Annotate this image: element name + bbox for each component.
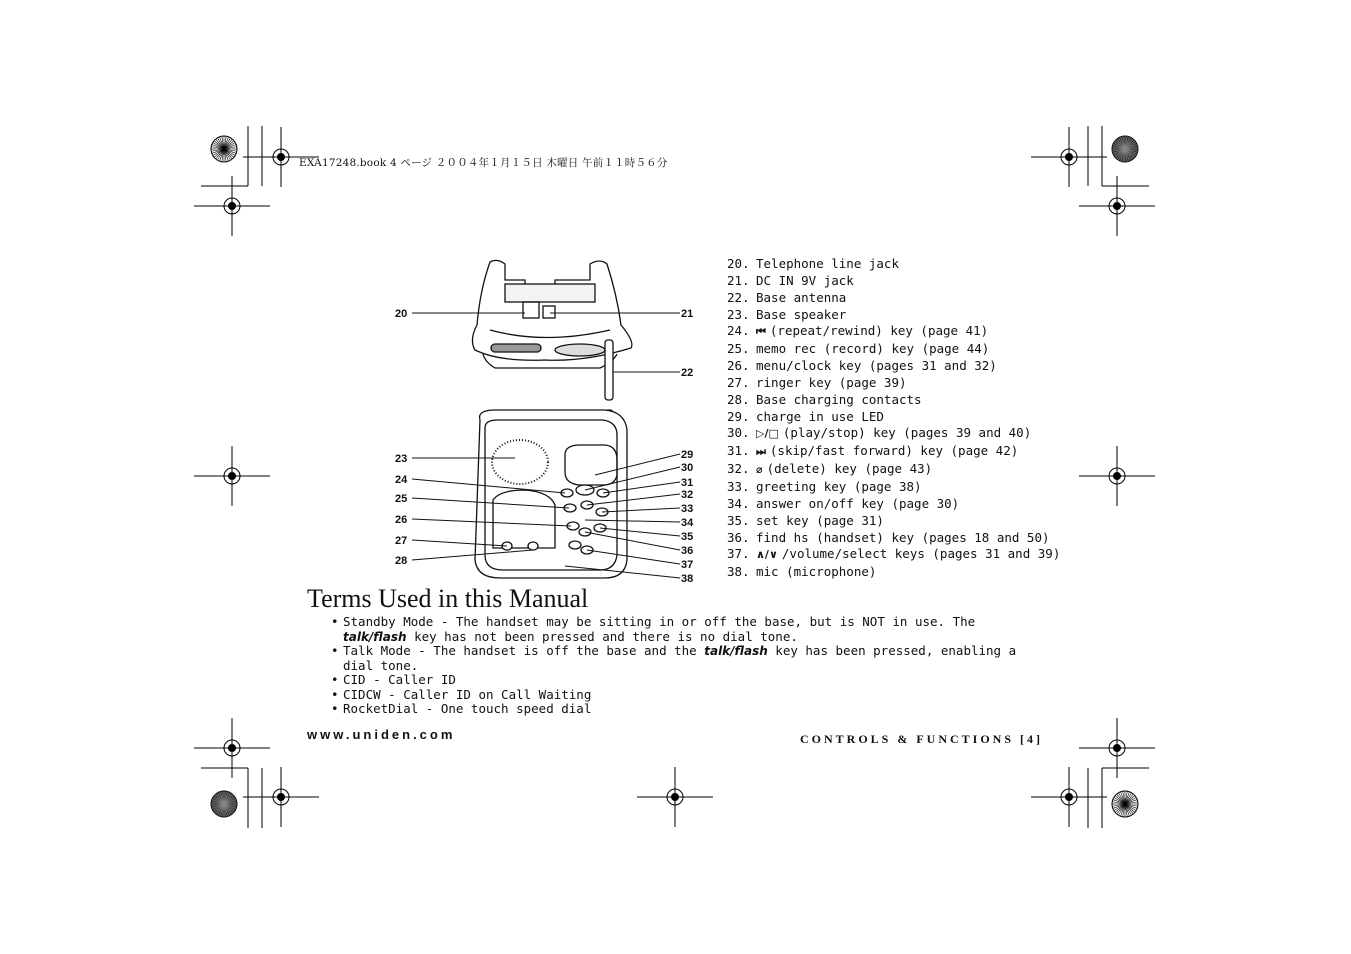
callout-23: 23 bbox=[395, 453, 408, 465]
key-name: talk/flash bbox=[343, 629, 407, 644]
callout-30: 30 bbox=[681, 462, 694, 474]
callout-20: 20 bbox=[395, 308, 408, 320]
parts-list-item bbox=[727, 392, 1060, 409]
part-description: Base charging contacts bbox=[756, 391, 922, 407]
callout-35: 35 bbox=[681, 531, 694, 543]
part-number: 33. bbox=[727, 478, 750, 494]
key-symbol-icon: ▷/□ bbox=[756, 427, 779, 441]
part-number: 37. bbox=[727, 546, 750, 562]
part-description: find hs (handset) key (pages 18 and 50) bbox=[756, 529, 1050, 545]
parts-list-item bbox=[727, 375, 1060, 392]
starburst-icon bbox=[211, 136, 237, 162]
part-number: 36. bbox=[727, 529, 750, 545]
part-number: 38. bbox=[727, 564, 750, 580]
part-number: 24. bbox=[727, 323, 750, 339]
terms-list bbox=[331, 615, 1031, 717]
part-number: 35. bbox=[727, 512, 750, 528]
term-text: Standby Mode - The handset may be sitting in or off the base, but is NOT in use. The bbox=[343, 614, 976, 629]
starburst-icon bbox=[211, 791, 237, 817]
callout-38: 38 bbox=[681, 573, 694, 585]
part-description: (skip/fast forward) key (page 42) bbox=[769, 443, 1019, 459]
part-number: 29. bbox=[727, 408, 750, 424]
term-text: CIDCW - Caller ID on Call Waiting bbox=[343, 686, 592, 702]
callout-37: 37 bbox=[681, 559, 694, 571]
registration-target-icon bbox=[194, 446, 270, 506]
parts-list-item bbox=[727, 513, 1060, 530]
part-number: 20. bbox=[727, 256, 750, 271]
term-item bbox=[331, 702, 1031, 717]
part-number: 32. bbox=[727, 461, 750, 477]
term-text: key has not been pressed and there is no dial tone. bbox=[406, 628, 798, 644]
section-title: Terms Used in this Manual bbox=[307, 584, 589, 613]
registration-target-icon bbox=[1031, 127, 1107, 187]
registration-target-icon bbox=[1079, 718, 1155, 778]
parts-list-item bbox=[727, 358, 1060, 375]
starburst-icon bbox=[1112, 791, 1138, 817]
part-description: ringer key (page 39) bbox=[756, 374, 907, 390]
part-number: 27. bbox=[727, 374, 750, 390]
part-number: 31. bbox=[727, 443, 750, 459]
parts-list-item bbox=[727, 256, 1060, 273]
part-description: Base antenna bbox=[756, 289, 847, 305]
registration-target-icon bbox=[194, 176, 270, 236]
parts-list-item bbox=[727, 461, 1060, 479]
part-number: 22. bbox=[727, 289, 750, 305]
part-description: DC IN 9V jack bbox=[756, 272, 854, 288]
part-description: mic (microphone) bbox=[756, 564, 877, 580]
term-text: key has been pressed, enabling a dial tone. bbox=[343, 643, 1017, 673]
parts-list-item bbox=[727, 307, 1060, 324]
part-number: 26. bbox=[727, 358, 750, 374]
part-description: Telephone line jack bbox=[756, 256, 899, 271]
part-number: 30. bbox=[727, 425, 750, 441]
part-description: (play/stop) key (pages 39 and 40) bbox=[782, 425, 1032, 441]
key-symbol-icon: ⏮ bbox=[756, 325, 766, 339]
parts-list-item bbox=[727, 290, 1060, 307]
term-item bbox=[331, 673, 1031, 688]
callout-34: 34 bbox=[681, 517, 694, 529]
part-number: 34. bbox=[727, 495, 750, 511]
parts-list-item bbox=[727, 496, 1060, 513]
callout-27: 27 bbox=[395, 535, 408, 547]
key-name: talk/flash bbox=[704, 644, 768, 658]
term-text: RocketDial - One touch speed dial bbox=[343, 701, 592, 716]
parts-list-item bbox=[727, 409, 1060, 426]
part-description: (delete) key (page 43) bbox=[766, 461, 933, 477]
callout-28: 28 bbox=[395, 555, 408, 567]
term-item bbox=[331, 615, 1031, 644]
parts-list-item bbox=[727, 425, 1060, 443]
key-symbol-icon: ∧/∨ bbox=[756, 548, 778, 562]
parts-list-item bbox=[727, 341, 1060, 358]
parts-list-item bbox=[727, 546, 1060, 564]
callout-36: 36 bbox=[681, 545, 694, 557]
part-description: (repeat/rewind) key (page 41) bbox=[769, 323, 989, 339]
registration-target-icon bbox=[194, 718, 270, 778]
part-number: 25. bbox=[727, 341, 750, 357]
key-symbol-icon: ⏭ bbox=[756, 445, 766, 459]
part-number: 28. bbox=[727, 391, 750, 407]
registration-target-icon bbox=[1079, 446, 1155, 506]
part-description: menu/clock key (pages 31 and 32) bbox=[756, 358, 997, 374]
registration-target-icon bbox=[243, 767, 319, 827]
callout-22: 22 bbox=[681, 367, 694, 379]
parts-list-item bbox=[727, 273, 1060, 290]
term-text: Talk Mode - The handset is off the base and the bbox=[343, 643, 705, 658]
parts-list bbox=[727, 256, 1060, 581]
registration-target-icon bbox=[1031, 767, 1107, 827]
callout-21: 21 bbox=[681, 308, 694, 320]
part-description: greeting key (page 38) bbox=[756, 478, 922, 494]
key-symbol-icon: ⌀ bbox=[756, 463, 763, 477]
term-item bbox=[331, 688, 1031, 703]
footer-url: www.uniden.com bbox=[307, 727, 456, 742]
callout-32: 32 bbox=[681, 489, 694, 501]
callout-24: 24 bbox=[395, 474, 408, 486]
callout-31: 31 bbox=[681, 477, 694, 489]
parts-list-item bbox=[727, 323, 1060, 341]
part-number: 21. bbox=[727, 272, 750, 288]
parts-list-item bbox=[727, 530, 1060, 547]
registration-target-icon bbox=[1079, 176, 1155, 236]
term-item bbox=[331, 644, 1031, 673]
part-description: answer on/off key (page 30) bbox=[756, 495, 960, 511]
registration-target-icon bbox=[637, 767, 713, 827]
callout-29: 29 bbox=[681, 449, 694, 461]
part-description: Base speaker bbox=[756, 306, 847, 322]
parts-list-item bbox=[727, 443, 1060, 461]
term-text: CID - Caller ID bbox=[343, 672, 456, 687]
part-description: memo rec (record) key (page 44) bbox=[756, 341, 990, 357]
callout-26: 26 bbox=[395, 514, 408, 526]
base-unit-illustration bbox=[385, 250, 705, 590]
part-number: 23. bbox=[727, 306, 750, 322]
starburst-icon bbox=[1112, 136, 1138, 162]
part-description: charge in use LED bbox=[756, 408, 884, 424]
part-description: /volume/select keys (pages 31 and 39) bbox=[781, 546, 1061, 562]
callout-25: 25 bbox=[395, 493, 408, 505]
callout-33: 33 bbox=[681, 503, 694, 515]
parts-list-item bbox=[727, 564, 1060, 581]
parts-list-item bbox=[727, 479, 1060, 496]
print-header: EXA17248.book 4 ページ ２００４年１月１５日 木曜日 午前１１時５６分 bbox=[299, 157, 668, 169]
footer-section-label: CONTROLS & FUNCTIONS [4] bbox=[800, 732, 1044, 746]
part-description: set key (page 31) bbox=[756, 512, 884, 528]
